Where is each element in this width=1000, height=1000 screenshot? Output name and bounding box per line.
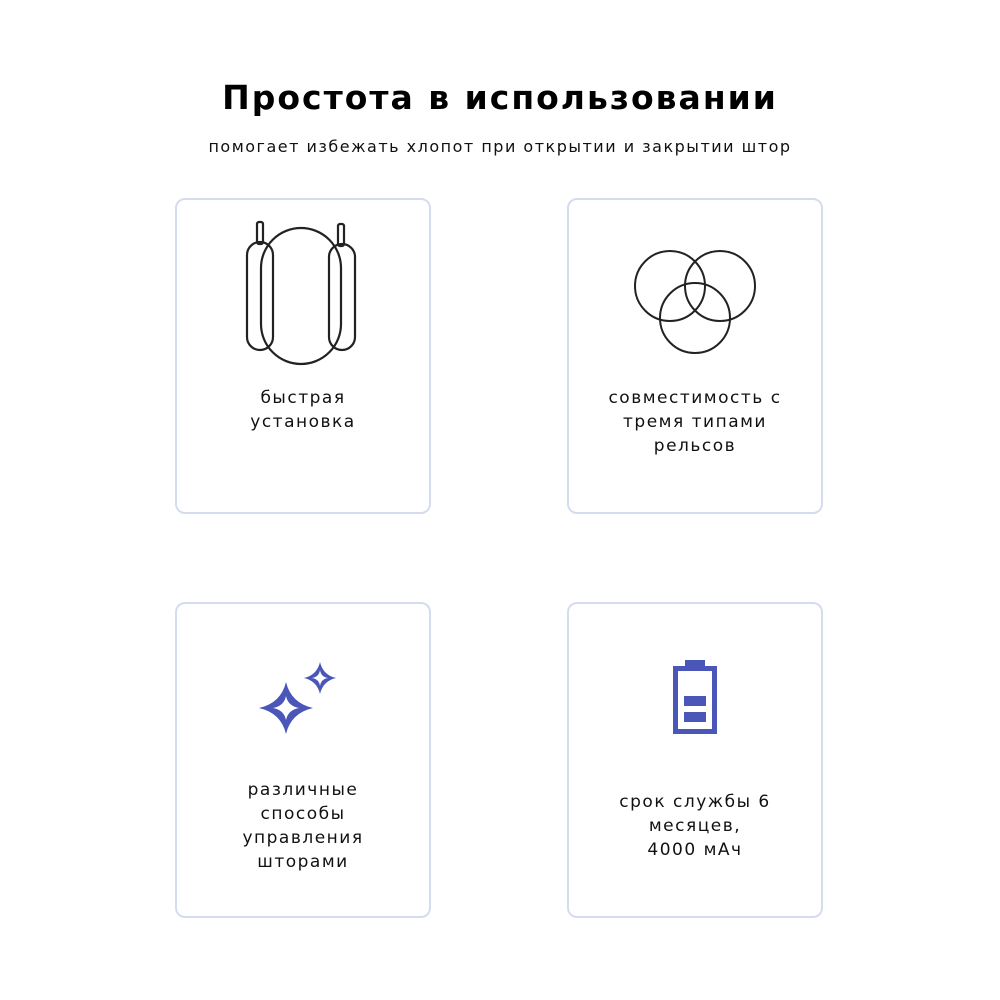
feature-card-installation — [175, 198, 431, 514]
battery-icon — [569, 658, 821, 738]
sparkle-stars-icon — [177, 658, 429, 740]
feature-label-battery: срок службы 6 месяцев, 4000 мАч — [619, 792, 771, 860]
feature-card-compatibility — [567, 198, 823, 514]
feature-label-control: различные способы управления шторами — [242, 780, 364, 872]
clip-device-icon — [177, 220, 429, 370]
feature-card-control — [175, 602, 431, 918]
page-subtitle: помогает избежать хлопот при открытии и закрытии штор — [208, 137, 792, 156]
feature-label-compatibility: совместимость с тремя типами рельсов — [608, 388, 782, 456]
three-circles-icon — [569, 246, 821, 356]
feature-card-battery — [567, 602, 823, 918]
page-title: Простота в использовании — [222, 78, 778, 117]
feature-label-installation: быстрая установка — [250, 388, 356, 432]
